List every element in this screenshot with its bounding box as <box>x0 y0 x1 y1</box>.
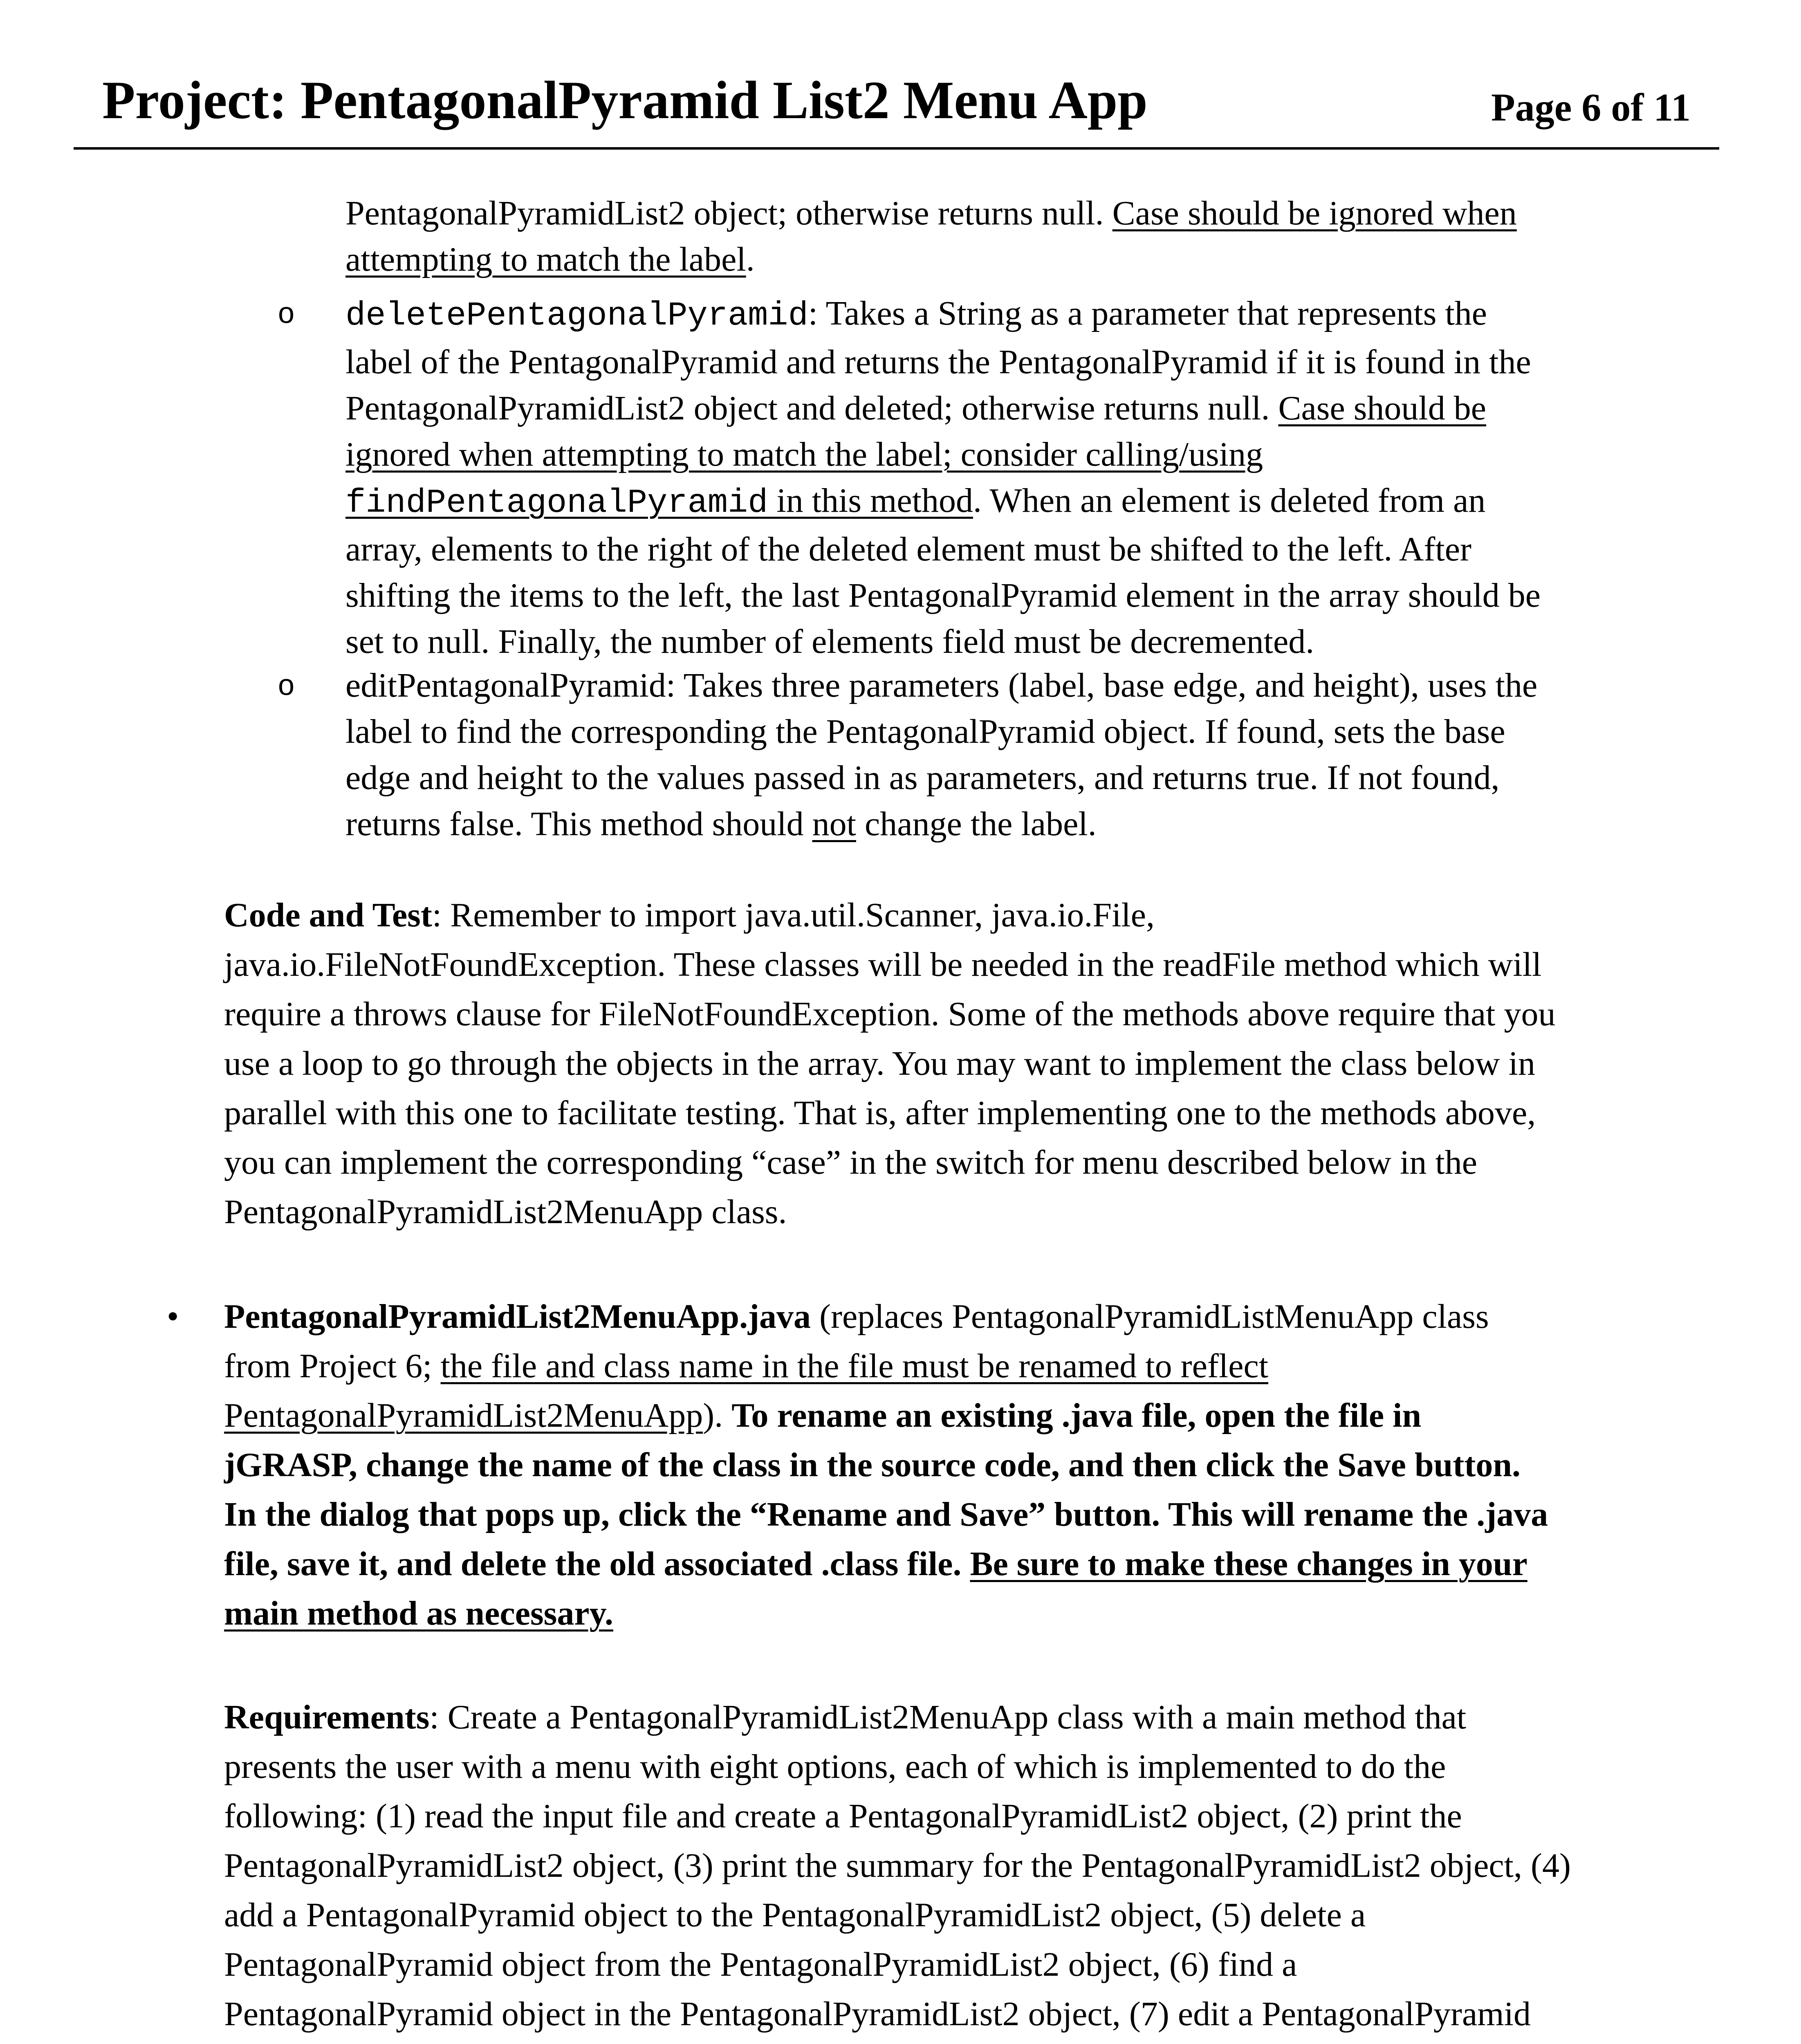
text-line: parallel with this one to facilitate testing. That is, after implementing one to the methods above, <box>224 1094 1536 1132</box>
text-line: editPentagonalPyramid: Takes three parameters (label, base edge, and height), uses the <box>345 666 1538 704</box>
list-bullet: o <box>278 669 295 702</box>
text-span: ). <box>703 1396 732 1434</box>
underlined-text: ignored when attempting to match the label; consider calling/using <box>345 435 1263 473</box>
text-span: returns false. This method should <box>345 805 812 843</box>
find-method-continuation <box>345 190 1703 282</box>
text-line <box>224 1490 1716 1539</box>
text-span: (replaces PentagonalPyramidListMenuApp class <box>811 1298 1489 1336</box>
text-line: array, elements to the right of the deleted element must be shifted to the left. After <box>345 530 1471 568</box>
text-line: edge and height to the values passed in as parameters, and returns true. If not found, <box>345 759 1500 797</box>
text-span: . When an element is deleted from an <box>973 482 1486 520</box>
bold-text: In the dialog that pops up, click the “Rename and Save” button. This will rename the .java <box>224 1495 1548 1533</box>
text-line <box>345 431 1703 477</box>
text-line: java.io.FileNotFoundException. These classes will be needed in the readFile method which will <box>224 946 1542 984</box>
text-line: PentagonalPyramidList2 object, (3) print the summary for the PentagonalPyramidList2 object, (4) <box>224 1847 1571 1885</box>
header-title: Project: PentagonalPyramid List2 Menu App <box>102 70 1148 130</box>
text-line: set to null. Finally, the number of elements field must be decremented. <box>345 623 1314 661</box>
text-line <box>345 477 1703 526</box>
text-line <box>224 1292 1716 1341</box>
text-line: PentagonalPyramid object in the PentagonalPyramidList2 object, (7) edit a PentagonalPyramid <box>224 1995 1531 2033</box>
list-bullet: o <box>278 297 295 329</box>
text-line <box>224 1539 1716 1589</box>
underlined-text: the file and class name in the file must be renamed to reflect <box>440 1347 1269 1385</box>
text-line: require a throws clause for FileNotFoundException. Some of the methods above require that you <box>224 995 1556 1033</box>
text-line <box>345 236 1703 282</box>
text-line <box>345 385 1703 431</box>
text-line: label to find the corresponding the PentagonalPyramid object. If found, sets the base <box>345 713 1505 751</box>
method-name: findPentagonalPyramid <box>345 484 768 522</box>
underlined-text: not <box>812 805 856 843</box>
bold-underlined-text: main method as necessary. <box>224 1594 613 1632</box>
text-line <box>224 2039 1716 2044</box>
file-name: PentagonalPyramidList2MenuApp.java <box>224 1298 811 1336</box>
text-span: change the label. <box>856 805 1097 843</box>
text-line: presents the user with a menu with eight options, each of which is implemented to do the <box>224 1748 1446 1786</box>
section-heading: Code and Test <box>224 896 432 934</box>
text-line: add a PentagonalPyramid object to the PentagonalPyramidList2 object, (5) delete a <box>224 1896 1366 1934</box>
text-line <box>224 1341 1716 1391</box>
text-line: PentagonalPyramidList2MenuApp class. <box>224 1193 787 1231</box>
text-line <box>345 801 1703 847</box>
text-line <box>224 1589 1716 1638</box>
code-and-test-section <box>224 890 1716 1237</box>
requirements-section <box>224 1692 1716 2044</box>
text-span: : Create a PentagonalPyramidList2MenuApp class with a main method that <box>429 1698 1467 1736</box>
section-heading: Requirements <box>224 1698 430 1736</box>
text-line <box>345 190 1703 236</box>
text-span: : Remember to import java.util.Scanner, java.io.File, <box>432 896 1155 934</box>
edit-method-item <box>278 662 1703 847</box>
text-line <box>224 1692 1716 1742</box>
text-line <box>224 1391 1716 1440</box>
text-span: : Takes a String as a parameter that represents the <box>808 294 1487 332</box>
list-bullet: • <box>167 1298 179 1336</box>
page-header <box>74 65 1719 150</box>
underlined-text: Case should be <box>1278 389 1487 427</box>
underlined-text: in this method <box>768 482 973 520</box>
text-line: use a loop to go through the objects in the array. You may want to implement the class below in <box>224 1044 1535 1083</box>
bold-text: file, save it, and delete the old associated .class file. <box>224 1545 970 1583</box>
menu-app-section <box>167 1292 1716 1638</box>
text-line: label of the PentagonalPyramid and returns the PentagonalPyramid if it is found in the <box>345 343 1531 381</box>
text-line <box>224 890 1716 940</box>
text-line: following: (1) read the input file and create a PentagonalPyramidList2 object, (2) print the <box>224 1797 1462 1835</box>
method-name: deletePentagonalPyramid <box>345 297 808 335</box>
bold-text: jGRASP, change the name of the class in the source code, and then click the Save button. <box>224 1446 1521 1484</box>
underlined-text: PentagonalPyramidList2MenuApp <box>224 1396 703 1434</box>
header-page-number: Page 6 of 11 <box>1491 85 1691 129</box>
text-line <box>224 1440 1716 1490</box>
underlined-text: Case should be ignored when <box>1112 194 1517 232</box>
text-line <box>345 290 1703 339</box>
text-span: . <box>746 240 755 278</box>
text-span: PentagonalPyramidList2 object and deleted; otherwise returns null. <box>345 389 1270 427</box>
bold-underlined-text: Be sure to make these changes in your <box>970 1545 1527 1583</box>
text-line: shifting the items to the left, the last PentagonalPyramid element in the array should be <box>345 576 1541 614</box>
text-span: from Project 6; <box>224 1347 441 1385</box>
text-line: you can implement the corresponding “case” in the switch for menu described below in the <box>224 1143 1478 1181</box>
bold-text: To rename an existing .java file, open the file in <box>731 1396 1422 1434</box>
text-line: PentagonalPyramid object from the PentagonalPyramidList2 object, (6) find a <box>224 1945 1297 1983</box>
text-span: PentagonalPyramidList2 object; otherwise returns null. <box>345 194 1104 232</box>
delete-method-item <box>278 290 1703 665</box>
underlined-text: attempting to match the label <box>345 240 746 278</box>
